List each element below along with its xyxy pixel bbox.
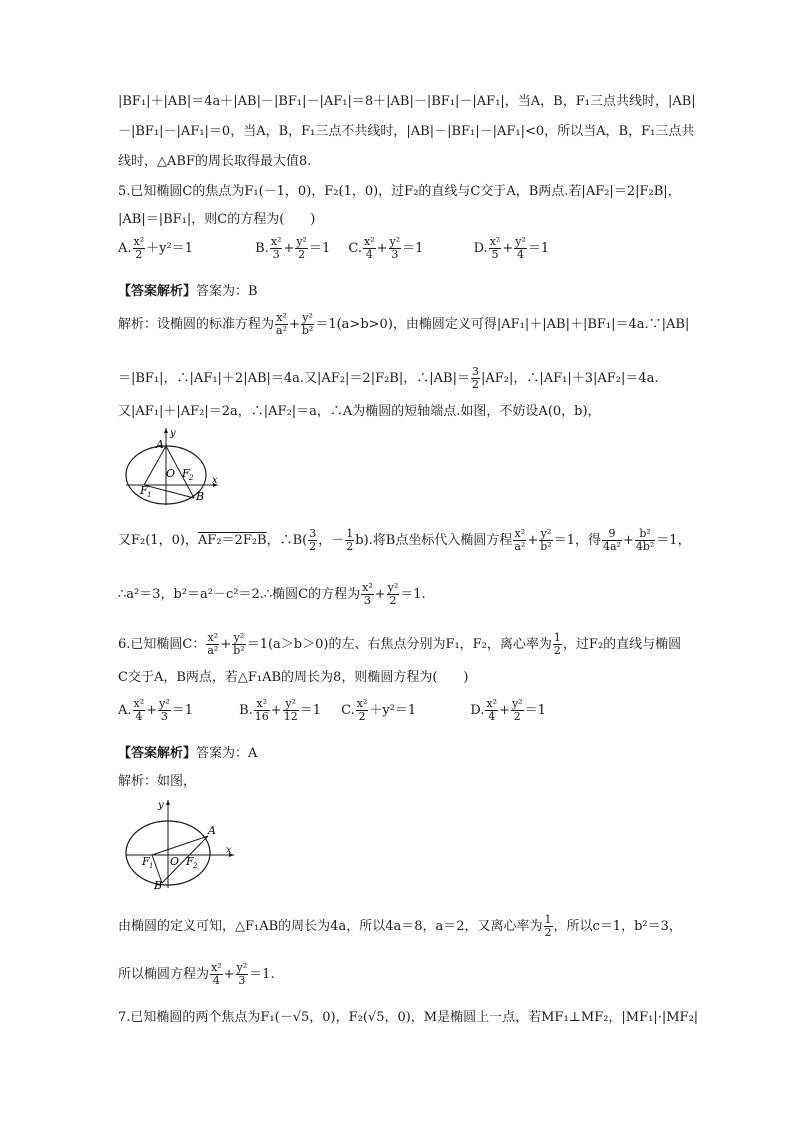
figure2-label-x: x [226,845,232,856]
figure1-label-f1: F [140,484,148,497]
question-6-line-2: C交于A，B两点，若△F₁AB的周长为8，则椭圆方程为( ) [118,670,469,685]
figure2-label-b: B [154,879,163,890]
question-6-line-1: 6.已知椭圆C： $\frac{\text{x²}}{\text{a²}}$ + $\frac{\text{y²}}{\text{b²}}$ ＝1(a＞b＞0)的左、右焦点分别为F₁，F₂，离心率为 $\frac{1}{2}$ ，过F₂的直线与椭圆 [118,631,682,657]
solution-6-line-3: 所以椭圆方程为 $\frac{\text{x²}}{4}$ + $\frac{\text{y²}}{3}$ ＝1. [118,961,275,987]
option-d: D. $\frac{\text{x²}}{5}$ + $\frac{\text{y²}}{4}$ ＝1 [473,235,550,261]
figure1-label-y: y [170,428,176,439]
figure2-label-f2: F [186,855,194,868]
option-b: B. $\frac{\text{x²}}{3}$ + $\frac{\text{y²}}{2}$ ＝1 [255,235,331,261]
option-c: C. $\frac{\text{x²}}{4}$ + $\frac{\text{y²}}{3}$ ＝1 [348,235,424,261]
option-d: D. $\frac{\text{x²}}{4}$ + $\frac{\text{y²}}{2}$ ＝1 [470,697,546,723]
figure2-label-f2-sub: 2 [193,862,198,870]
ellipse-figure-2 [122,794,236,890]
figure1-label-o: O [166,467,176,480]
option-a: A. $\frac{\text{x²}}{2}$ ＋y²＝1 [118,235,193,261]
option-c: C. $\frac{\text{x²}}{2}$ ＋y²＝1 [341,697,417,723]
figure1-label-b: B [196,490,205,503]
solution-5-line-3: 又|AF₁|＋|AF₂|＝2a，∴|AF₂|＝a，∴A为椭圆的短轴端点.如图，不妨设A(0，b)， [118,404,601,419]
figure2-label-f1: F [142,855,150,868]
option-a: A. $\frac{\text{x²}}{4}$ + $\frac{\text{y²}}{3}$ ＝1 [118,697,193,723]
question-5-line-2: |AB|＝|BF₁|，则C的方程为( ) [118,212,316,227]
answer-5: 【答案解析】答案为：B [118,284,258,299]
figure1-label-f2: F [182,467,190,480]
question-5-line-1: 5.已知椭圆C的焦点为F₁(－1，0)，F₂(1，0)，过F₂的直线与C交于A，B两点.若|AF₂|＝2|F₂B|， [118,184,681,199]
question-5-options [118,236,549,261]
figure1-label-f2-sub: 2 [189,474,194,482]
text-line-1: |BF₁|＋|AB|＝4a＋|AB|－|BF₁|－|AF₁|＝8＋|AB|－|BF₁|－|AF₁|，当A，B，F₁三点共线时，|AB| [118,94,696,109]
question-7-line-1: 7.已知椭圆的两个焦点为F₁(－√5，0)，F₂(√5，0)，M是椭圆上一点，若MF₁⊥MF₂，|MF₁|·|MF₂| [118,1010,699,1025]
solution-5-line-4: 又F₂(1，0)，AF₂＝2F₂B，∴B( $\frac{3}{2}$ ，－ $\frac{1}{2}$ b).将B点坐标代入椭圆方程 $\frac{\text{x²}}{\text{a²}}$ + $\frac{\text{y²}}{\text{b²}}$ ＝1，得 $\frac{9}{\text{4a²}}$ + $\frac{\text{b²}}{\text{4b²}}$ ＝1， [118,527,691,553]
option-b: B. $\frac{\text{x²}}{16}$ + $\frac{\text{y²}}{12}$ ＝1 [239,697,321,723]
figure2-label-a: A [208,824,216,837]
solution-6-line-2: 由椭圆的定义可知，△F₁AB的周长为4a，所以4a＝8，a＝2，又离心率为 $\frac{1}{2}$ ，所以c＝1，b²＝3， [118,913,682,939]
ellipse-figure-1 [122,426,222,506]
figure1-label-a: A [156,438,164,451]
figure2-label-f1-sub: 1 [149,862,154,870]
figure1-label-f1-sub: 1 [147,491,152,499]
solution-6-line-1: 解析：如图， [118,774,197,789]
solution-5-line-1: 解析：设椭圆的标准方程为 $\frac{\text{x²}}{\text{a²}}$ + $\frac{\text{y²}}{\text{b²}}$ ＝1(a>b>0)，由椭圆定义可得|AF₁|＋|AB|＋|BF₁|＝4a.∵|AB| [118,311,690,337]
figure1-label-x: x [212,475,218,486]
text-line-3: 线时，△ABF的周长取得最大值8. [118,154,312,169]
figure2-label-y: y [158,800,164,811]
answer-label: 【答案解析】 [118,746,197,761]
solution-5-line-5: ∴a²＝3，b²＝a²－c²＝2.∴椭圆C的方程为 $\frac{\text{x²}}{3}$ + $\frac{\text{y²}}{2}$ ＝1. [118,581,426,607]
text-line-2: －|BF₁|－|AF₁|＝0，当A，B，F₁三点不共线时，|AB|－|BF₁|－|AF₁|<0，所以当A，B，F₁三点共 [118,124,695,139]
figure2-label-o: O [170,855,180,868]
answer-6: 【答案解析】答案为：A [118,746,258,761]
question-6-options [118,698,546,723]
solution-5-line-2: ＝|BF₁|，∴|AF₁|＋2|AB|＝4a.又|AF₂|＝2|F₂B|，∴|AB|＝ $\frac{3}{2}$ |AF₂|，∴|AF₁|＋3|AF₂|＝4a. [118,365,659,391]
answer-label: 【答案解析】 [118,284,197,299]
